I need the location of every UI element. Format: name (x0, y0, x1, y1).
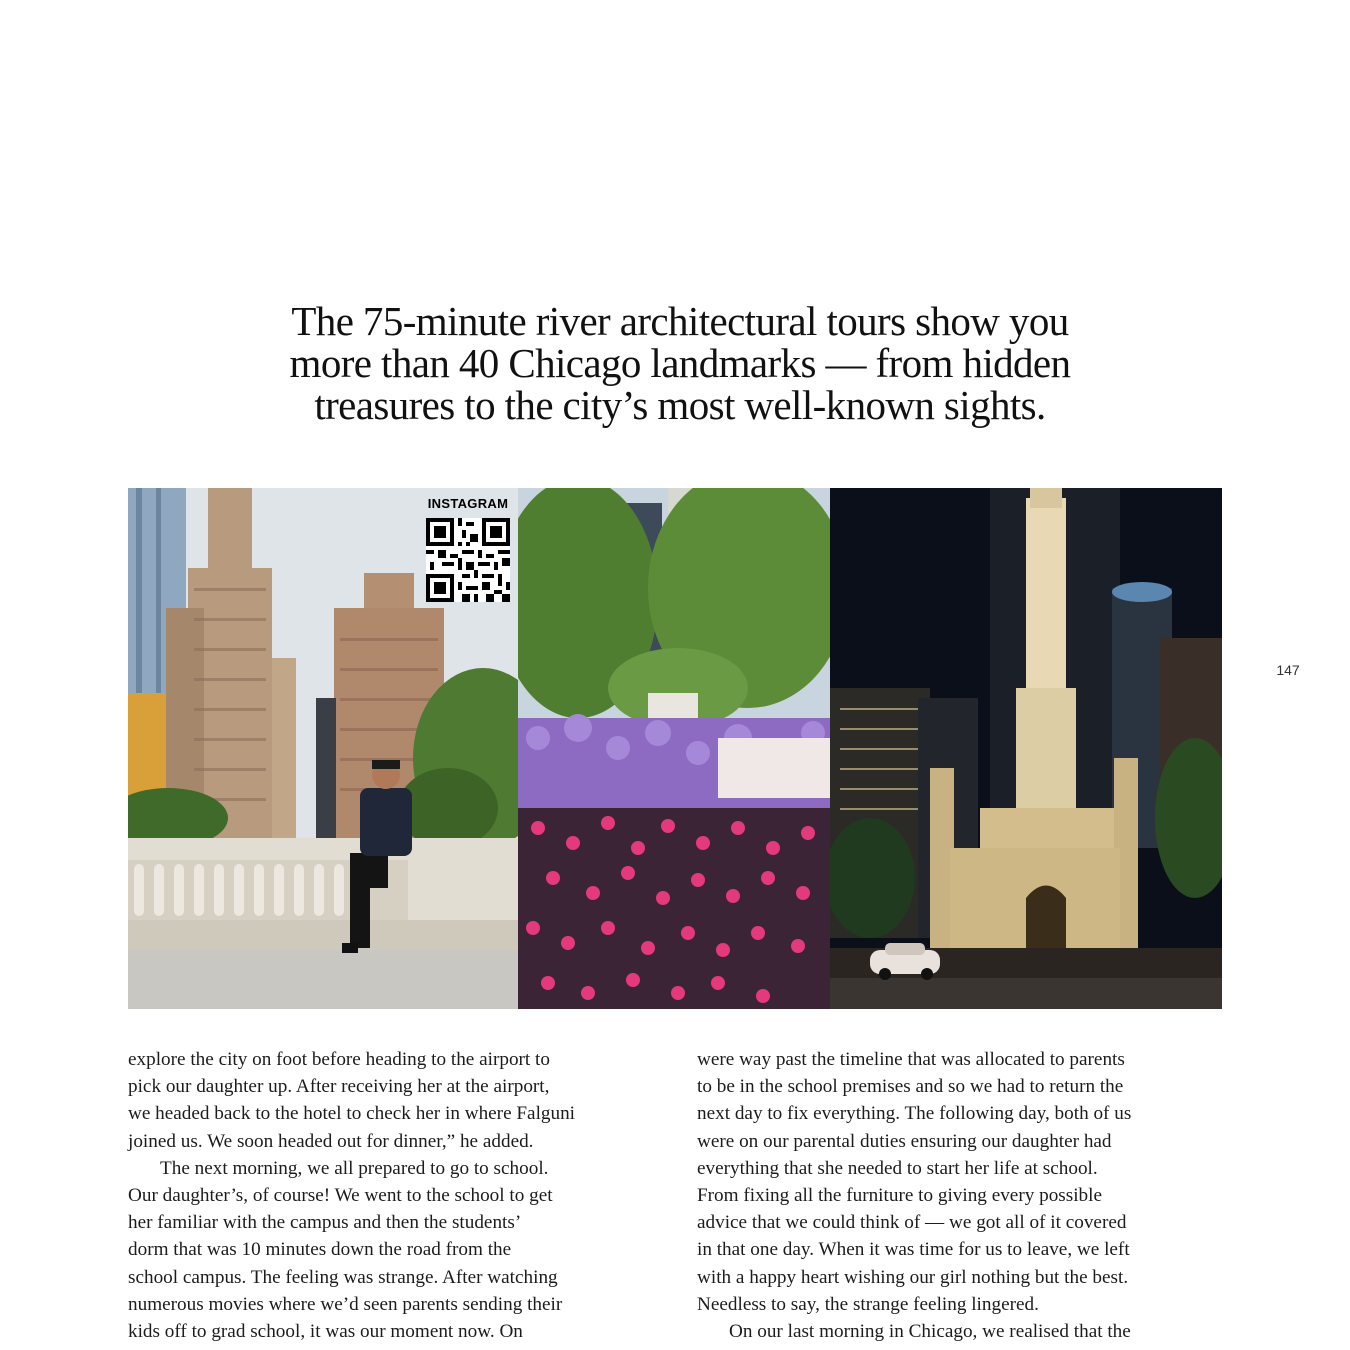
page-number: 147 (1276, 662, 1300, 678)
text-line: we headed back to the hotel to check her in where Falguni (128, 1103, 576, 1125)
pull-quote-line: The 75-minute river architectural tours show you (291, 298, 1069, 344)
paragraph (697, 1318, 1222, 1345)
instagram-qr-code[interactable] (426, 518, 510, 602)
text-line: were way past the timeline that was allocated to parents (697, 1049, 1125, 1070)
body-column-right (697, 1046, 1222, 1345)
text-line: advice that we could think of — we got all of it covered (697, 1212, 1127, 1234)
text-line: From fixing all the furniture to giving every possible (697, 1185, 1102, 1207)
pull-quote-line: more than 40 Chicago landmarks — from hidden (289, 340, 1071, 386)
paragraph (128, 1155, 653, 1345)
photo-man-on-bridge (128, 488, 518, 1009)
text-line: explore the city on foot before heading to the airport to (128, 1049, 550, 1070)
pull-quote (200, 300, 1160, 426)
text-line: everything that she needed to start her life at school. (697, 1157, 1098, 1179)
text-line: numerous movies where we’d seen parents sending their (128, 1293, 563, 1315)
text-line: Needless to say, the strange feeling lingered. (697, 1293, 1039, 1315)
text-line: were on our parental duties ensuring our daughter had (697, 1130, 1112, 1152)
pull-quote-line: treasures to the city’s most well-known sights. (314, 382, 1046, 428)
instagram-label: INSTAGRAM (427, 496, 509, 511)
paragraph (128, 1046, 653, 1155)
text-line: to be in the school premises and so we had to return the (697, 1076, 1124, 1098)
text-line: kids off to grad school, it was our moment now. On (128, 1321, 523, 1343)
text-line: joined us. We soon headed out for dinner,” he added. (128, 1130, 534, 1152)
text-line: On our last morning in Chicago, we realised that the (729, 1321, 1131, 1343)
photo-water-tower-night (830, 488, 1222, 1009)
photo-flower-garden (518, 488, 830, 1009)
body-column-left (128, 1046, 653, 1345)
text-line: Our daughter’s, of course! We went to the school to get (128, 1185, 553, 1207)
text-line: pick our daughter up. After receiving her at the airport, (128, 1076, 550, 1098)
paragraph (697, 1046, 1222, 1318)
qr-code-icon (426, 518, 510, 602)
text-line: The next morning, we all prepared to go to school. (160, 1157, 549, 1179)
text-line: her familiar with the campus and then the students’ (128, 1212, 522, 1234)
text-line: in that one day. When it was time for us to leave, we left (697, 1239, 1130, 1261)
photo-strip (128, 488, 1222, 1009)
text-line: dorm that was 10 minutes down the road from the (128, 1239, 512, 1261)
text-line: next day to fix everything. The following day, both of us (697, 1103, 1132, 1125)
photo-water-tower-night-image (830, 488, 1222, 1009)
text-line: school campus. The feeling was strange. After watching (128, 1266, 558, 1288)
text-line: with a happy heart wishing our girl nothing but the best. (697, 1266, 1129, 1288)
photo-flower-garden-image (518, 488, 830, 1009)
